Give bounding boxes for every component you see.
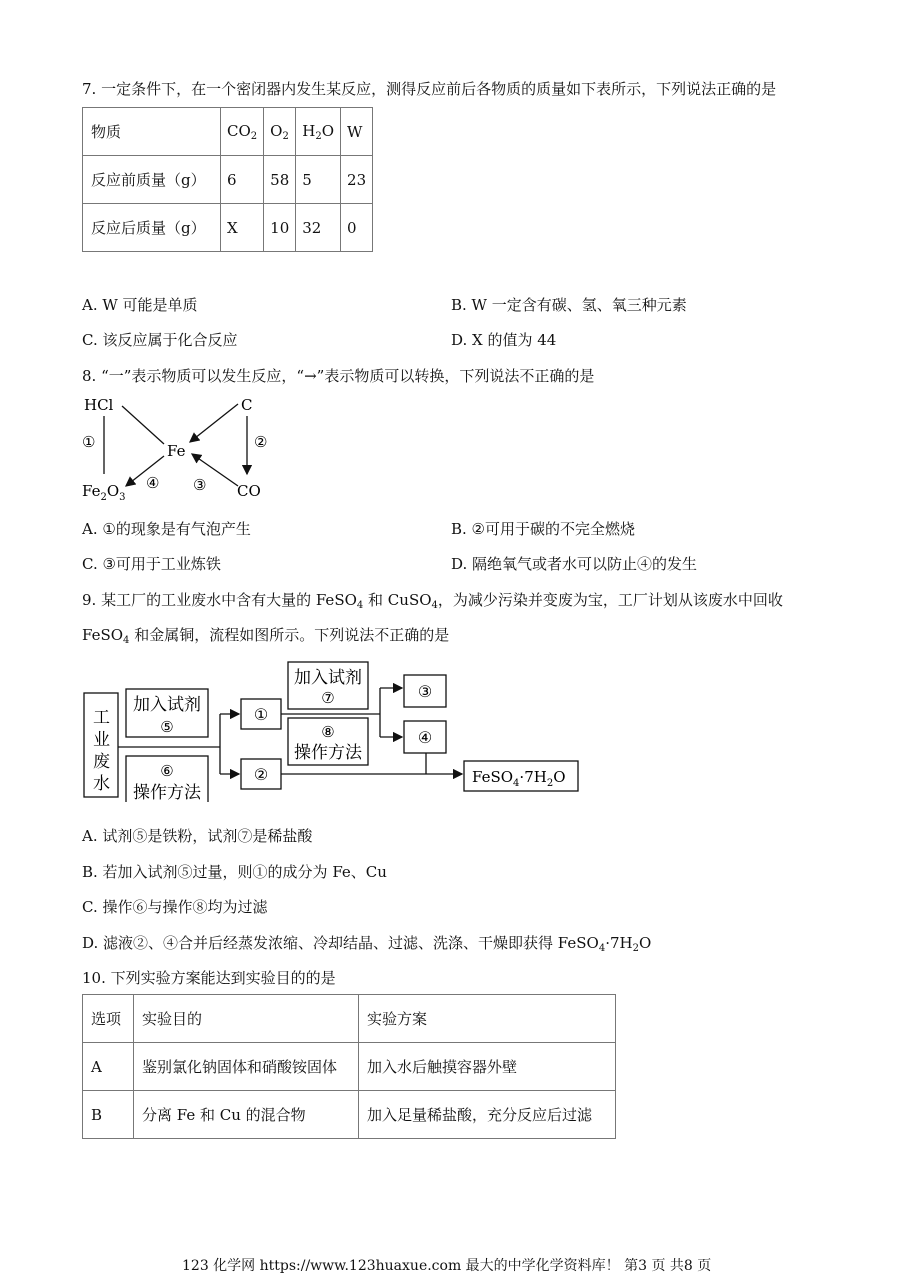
table-header-cell: $O_2$ xyxy=(264,108,296,156)
q10-stem: 10. 下列实验方案能达到实验目的的是 xyxy=(82,969,336,987)
product-1-label: ① xyxy=(253,705,269,724)
table-header-cell: 实验目的 xyxy=(134,995,359,1043)
table-row xyxy=(83,108,373,156)
source-char-4: 水 xyxy=(93,774,110,794)
q7-stem: 7. 一定条件下，在一个密闭器内发生某反应，测得反应前后各物质的质量如下表所示，下列说法正确的是 xyxy=(82,80,777,98)
q8-stem: 8. “一”表示物质可以发生反应，“→”表示物质可以转换，下列说法不正确的是 xyxy=(82,367,595,385)
table-cell: 反应后质量（g） xyxy=(83,204,221,252)
c-label: C xyxy=(241,396,253,414)
q8-option-a: A. ①的现象是有气泡产生 xyxy=(82,520,251,538)
table-cell: 加入水后触摸容器外壁 xyxy=(359,1043,616,1091)
table-cell: 0 xyxy=(341,204,373,252)
operation-8-label: 操作方法 xyxy=(294,743,362,763)
q7-table xyxy=(82,107,373,252)
q9-option-a: A. 试剂⑤是铁粉，试剂⑦是稀盐酸 xyxy=(82,827,313,845)
operation-8-marker: ⑧ xyxy=(321,723,335,741)
q8-option-d: D. 隔绝氧气或者水可以防止④的发生 xyxy=(451,555,698,573)
q7-option-a: A. W 可能是单质 xyxy=(82,296,198,314)
table-cell: 反应前质量（g） xyxy=(83,156,221,204)
table-row xyxy=(83,1043,616,1091)
table-row xyxy=(83,156,373,204)
arrow-c-fe xyxy=(190,404,238,442)
reagent-7-label: 加入试剂 xyxy=(294,668,362,688)
filtrate-4-label: ④ xyxy=(417,728,433,747)
co-label: CO xyxy=(237,482,261,500)
operation-6-marker: ⑥ xyxy=(160,762,174,780)
table-header-cell: $CO_2$ xyxy=(221,108,264,156)
table-cell: 5 xyxy=(296,156,341,204)
table-row xyxy=(83,204,373,252)
page-footer: 123 化学网 https://www.123huaxue.com 最大的中学化学资料库！ 第3 页 共8 页 xyxy=(182,1258,712,1274)
reagent-5-marker: ⑤ xyxy=(160,718,174,736)
table-header-cell: 实验方案 xyxy=(359,995,616,1043)
table-cell: 6 xyxy=(221,156,264,204)
q8-reaction-diagram xyxy=(80,392,290,504)
q9-stem-line1: 9. 某工厂的工业废水中含有大量的 FeSO$_4$ 和 CuSO$_4$，为减少污染并变废为宝，工厂计划从该废水中回收 xyxy=(82,591,783,611)
q7-option-c: C. 该反应属于化合反应 xyxy=(82,331,238,349)
table-cell: 10 xyxy=(264,204,296,252)
feso4-product-label: $FeSO_4\cdot 7H_2O$ xyxy=(472,768,566,789)
source-char-3: 废 xyxy=(93,752,110,772)
marker-1: ① xyxy=(82,433,96,451)
q9-process-flow-diagram xyxy=(80,660,585,802)
operation-6-label: 操作方法 xyxy=(133,783,201,802)
table-cell: 32 xyxy=(296,204,341,252)
reagent-7-marker: ⑦ xyxy=(321,689,335,707)
q7-option-b: B. W 一定含有碳、氢、氧三种元素 xyxy=(451,296,687,314)
table-cell: 23 xyxy=(341,156,373,204)
table-row xyxy=(83,995,616,1043)
table-cell: A xyxy=(83,1043,134,1091)
table-header-cell: W xyxy=(341,108,373,156)
q8-option-b: B. ②可用于碳的不完全燃烧 xyxy=(451,520,636,538)
q9-option-c: C. 操作⑥与操作⑧均为过滤 xyxy=(82,898,268,916)
q9-option-b: B. 若加入试剂⑤过量，则①的成分为 Fe、Cu xyxy=(82,863,387,881)
q8-option-c: C. ③可用于工业炼铁 xyxy=(82,555,221,573)
fe-label: Fe xyxy=(167,442,186,460)
marker-3: ③ xyxy=(193,476,207,494)
marker-4: ④ xyxy=(146,474,160,492)
reaction-line-hcl-fe xyxy=(122,406,164,444)
table-cell: X xyxy=(221,204,264,252)
table-header-cell: 选项 xyxy=(83,995,134,1043)
q7-option-d: D. X 的值为 44 xyxy=(451,331,557,349)
product-3-label: ③ xyxy=(417,682,433,701)
table-row xyxy=(83,1091,616,1139)
source-char-2: 业 xyxy=(93,730,110,750)
hcl-label: HCl xyxy=(84,396,114,414)
q9-option-d: D. 滤液②、④合并后经蒸发浓缩、冷却结晶、过滤、洗涤、干燥即获得 $FeSO_4\cdot 7H_2O$ xyxy=(82,934,652,954)
reagent-5-label: 加入试剂 xyxy=(133,695,201,715)
table-cell: 58 xyxy=(264,156,296,204)
table-cell: 加入足量稀盐酸，充分反应后过滤 xyxy=(359,1091,616,1139)
table-cell: B xyxy=(83,1091,134,1139)
table-cell: 鉴别氯化钠固体和硝酸铵固体 xyxy=(134,1043,359,1091)
table-cell: 分离 Fe 和 Cu 的混合物 xyxy=(134,1091,359,1139)
marker-2: ② xyxy=(254,433,268,451)
filtrate-2-label: ② xyxy=(253,765,269,784)
table-header-cell: $H_2O$ xyxy=(296,108,341,156)
table-header-cell: 物质 xyxy=(83,108,221,156)
source-char-1: 工 xyxy=(93,708,110,728)
fe2o3-label: $Fe_2O_3$ xyxy=(82,482,126,503)
q9-stem-line2: FeSO$_4$ 和金属铜，流程如图所示。下列说法不正确的是 xyxy=(82,626,450,646)
q10-table xyxy=(82,994,616,1139)
